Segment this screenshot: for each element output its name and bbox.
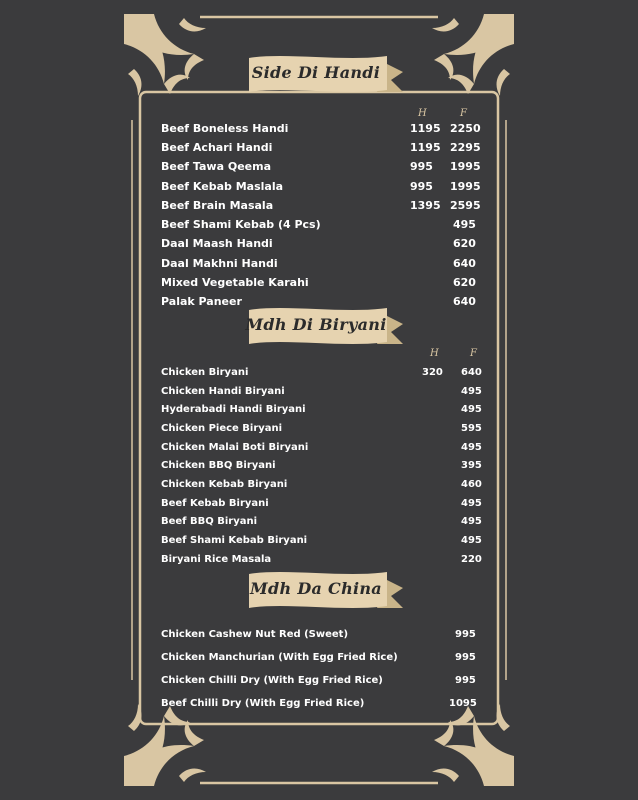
item-name: Chicken Cashew Nut Red (Sweet) (161, 629, 349, 640)
item-name: Daal Maash Handi (161, 237, 273, 250)
item-price-f: 495 (461, 442, 482, 453)
item-name: Beef Brain Masala (161, 199, 274, 212)
item-price-h: 1195 (410, 141, 441, 154)
item-price-f: 495 (461, 535, 482, 546)
item-price-h: 320 (422, 367, 443, 378)
item-name: Biryani Rice Masala (161, 554, 272, 565)
item-price-f: 595 (461, 423, 482, 434)
item-name: Chicken BBQ Biryani (161, 460, 276, 471)
item-name: Beef Achari Handi (161, 141, 273, 154)
item-price-f: 495 (461, 386, 482, 397)
item-name: Daal Makhni Handi (161, 257, 278, 270)
item-price-h: 995 (410, 160, 433, 173)
item-price: 995 (455, 652, 476, 663)
item-name: Palak Paneer (161, 295, 242, 308)
item-name: Beef Boneless Handi (161, 122, 289, 135)
item-price-f: 395 (461, 460, 482, 471)
item-name: Beef Chilli Dry (With Egg Fried Rice) (161, 698, 365, 709)
item-price-f: 620 (453, 237, 476, 250)
item-price-f: 2595 (450, 199, 481, 212)
item-name: Chicken Handi Biryani (161, 386, 285, 397)
item-price-f: 2250 (450, 122, 481, 135)
item-price-h: 995 (410, 180, 433, 193)
item-name: Chicken Manchurian (With Egg Fried Rice) (161, 652, 398, 663)
item-price-f: 495 (453, 218, 476, 231)
item-name: Beef Shami Kebab (4 Pcs) (161, 218, 321, 231)
item-name: Beef Tawa Qeema (161, 160, 271, 173)
item-name: Chicken Piece Biryani (161, 423, 283, 434)
section-banner-side-di-handi (245, 52, 405, 102)
section-title: Mdh Di Biryani (245, 314, 387, 334)
column-header-h: H (430, 348, 439, 359)
item-price-f: 1995 (450, 180, 481, 193)
item-name: Chicken Biryani (161, 367, 249, 378)
item-price-f: 460 (461, 479, 482, 490)
item-name: Beef Kebab Biryani (161, 498, 269, 509)
item-name: Chicken Chilli Dry (With Egg Fried Rice) (161, 675, 383, 686)
item-name: Mixed Vegetable Karahi (161, 276, 309, 289)
section-banner-mdh-di-biryani (245, 304, 405, 354)
column-header-h: H (418, 108, 427, 119)
item-name: Chicken Malai Boti Biryani (161, 442, 309, 453)
item-price-f: 495 (461, 498, 482, 509)
item-price: 995 (455, 675, 476, 686)
item-name: Beef Shami Kebab Biryani (161, 535, 308, 546)
item-price-f: 1995 (450, 160, 481, 173)
item-price-f: 640 (453, 257, 476, 270)
item-name: Chicken Kebab Biryani (161, 479, 288, 490)
item-price: 1095 (449, 698, 477, 709)
item-price-h: 1395 (410, 199, 441, 212)
item-name: Beef BBQ Biryani (161, 516, 258, 527)
item-price: 995 (455, 629, 476, 640)
item-price-f: 2295 (450, 141, 481, 154)
item-name: Beef Kebab Maslala (161, 180, 284, 193)
section-title: Side Di Handi (251, 62, 381, 82)
section-title: Mdh Da China (250, 578, 382, 598)
item-price-h: 1195 (410, 122, 441, 135)
column-header-f: F (460, 108, 467, 119)
item-price-f: 220 (461, 554, 482, 565)
item-price-f: 495 (461, 404, 482, 415)
item-price-f: 640 (461, 367, 482, 378)
item-price-f: 495 (461, 516, 482, 527)
section-banner-mdh-da-china (245, 568, 405, 618)
item-price-f: 640 (453, 295, 476, 308)
item-name: Hyderabadi Handi Biryani (161, 404, 306, 415)
column-header-f: F (470, 348, 477, 359)
item-price-f: 620 (453, 276, 476, 289)
